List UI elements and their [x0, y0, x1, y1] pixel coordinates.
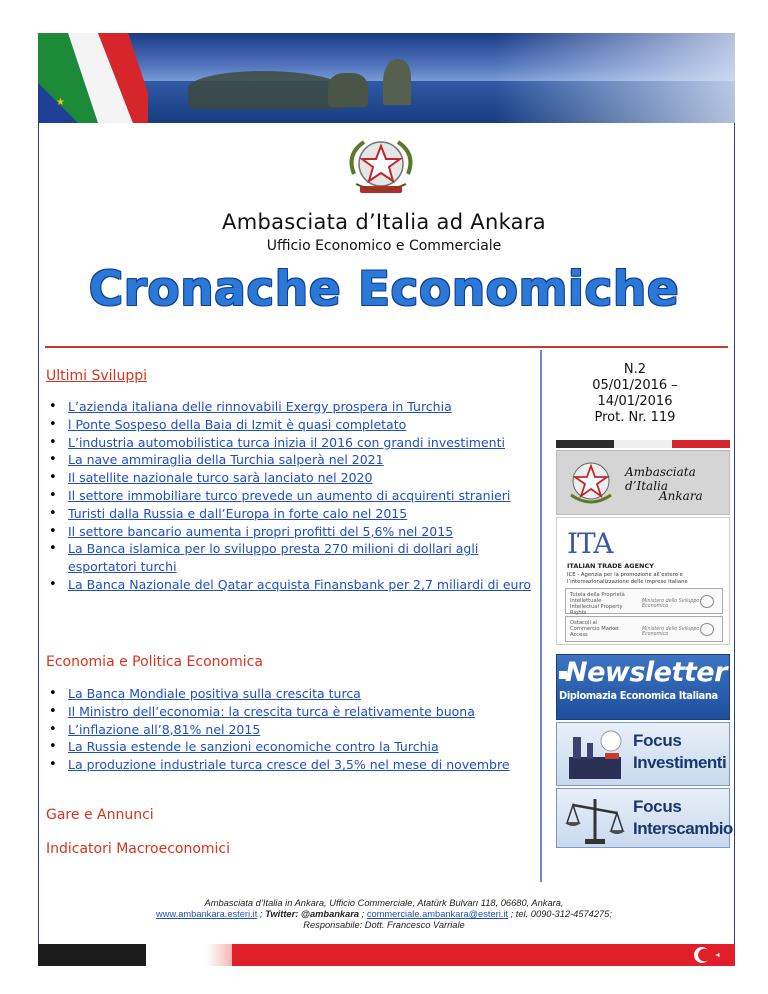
list-item [46, 398, 538, 416]
svg-text:★: ★ [56, 97, 65, 108]
market-access-link[interactable]: Ostacoli al Commercio Market Access Ministero dello Sviluppo Economico [565, 616, 723, 642]
list-item [46, 469, 538, 487]
newsletter-subtitle: Diplomazia Economica Italiana [559, 689, 718, 702]
italy-eu-flag-icon [38, 33, 148, 123]
italian-republic-emblem-icon [336, 134, 426, 200]
issue-date-start: 05/01/2016 – [592, 378, 678, 393]
news-link[interactable]: La nave ammiraglia della Turchia salperà nel 2021 [68, 452, 384, 468]
ministry-emblem-icon [700, 595, 714, 608]
news-link[interactable]: L’azienda italiana delle rinnovabili Exergy prospera in Turchia [68, 399, 452, 414]
ita-agency-name: ITALIAN TRADE AGENCY [567, 562, 654, 570]
economia-list [46, 685, 538, 774]
news-link[interactable]: Il settore bancario aumenta i propri profitti del 5,6% nel 2015 [68, 523, 454, 539]
banner-rock [383, 59, 411, 105]
newsletter-link[interactable] [556, 654, 730, 720]
twitter-handle[interactable]: Twitter: @ambankara [265, 909, 360, 919]
website-link[interactable]: www.ambankara.esteri.it [156, 909, 258, 919]
list-item [46, 685, 538, 703]
footer-address: Ambasciata d’Italia in Ankara, Ufficio Commerciale, Atatürk Bulvarı 118, 06680, Ankara, [204, 898, 564, 908]
ita-agency-link[interactable] [556, 517, 730, 645]
header-divider [45, 346, 728, 348]
list-item [46, 576, 538, 594]
publication-title: Cronache Economiche [88, 262, 680, 317]
ambasciata-line1: Ambasciata d’Italia [625, 465, 696, 493]
ministry-emblem-icon [700, 623, 714, 636]
news-link[interactable]: Il satellite nazionale turco sarà lanciato nel 2020 [68, 470, 373, 486]
column-divider [540, 350, 542, 882]
office-subtitle: Ufficio Economico e Commerciale [266, 238, 502, 254]
issue-info [550, 362, 720, 426]
footer-contacts: www.ambankara.esteri.it ; Twitter: @ambankara ; commerciale.ambankara@esteri.it ; tel. 0090-312-4574275; [156, 909, 612, 919]
section-heading-ultimi-sviluppi: Ultimi Sviluppi [46, 368, 147, 384]
ipr-link[interactable]: Tutela della Proprietà Intellettuale Intellectual Property Rights Ministero dello Sviluppo Economico [565, 588, 723, 614]
bottom-flag-strip [38, 944, 735, 966]
ultimi-sviluppi-list [46, 398, 538, 594]
focus-interscambio-link[interactable] [556, 788, 733, 848]
focus-interscambio-label-2: Interscambio [633, 819, 733, 838]
list-item [46, 487, 538, 505]
news-link[interactable]: l Ponte Sospeso della Baia di Izmit è quasi completato [68, 416, 407, 432]
news-link[interactable]: La Russia estende le sanzioni economiche contro la Turchia [68, 739, 439, 755]
banner-haze [495, 33, 735, 123]
footer-responsible: Responsabile: Dott. Francesco Varriale [303, 920, 465, 930]
email-link[interactable]: commerciale.ambankara@esteri.it [366, 909, 509, 919]
news-link[interactable]: L’inflazione all’8,81% nel 2015 [68, 721, 261, 737]
list-item [46, 416, 538, 434]
section-heading-gare: Gare e Annunci [46, 807, 154, 823]
list-item [46, 451, 538, 469]
list-item [46, 721, 538, 739]
focus-investimenti-link[interactable] [556, 722, 730, 786]
ambasciata-line2: Ankara [659, 489, 703, 503]
ita-agency-description: ICE - Agenzia per la promozione all’estero e l’internazionalizzazione delle imprese italiane [567, 572, 688, 585]
section-heading-economia: Economia e Politica Economica [46, 654, 263, 670]
balance-scale-icon [565, 793, 625, 847]
italian-republic-emblem-icon [563, 455, 619, 511]
list-item [46, 540, 538, 576]
banner-rock [328, 73, 368, 107]
factory-icon [565, 727, 625, 781]
newsletter-title: Newsletter [565, 657, 727, 688]
news-link[interactable]: La produzione industriale turca cresce del 3,5% nel mese di novembre [68, 757, 510, 773]
header-banner-image [38, 33, 735, 123]
ambasciata-banner-link[interactable] [556, 450, 730, 515]
list-item [46, 703, 538, 721]
turkish-crescent-star-icon [688, 945, 728, 965]
focus-investimenti-label-1: Focus [633, 731, 682, 750]
footer-tel: ; tel. 0090-312-4574275; [510, 909, 612, 919]
section-heading-indicatori: Indicatori Macroeconomici [46, 841, 231, 857]
news-link[interactable]: La Banca Nazionale del Qatar acquista Finansbank per 2,7 miliardi di euro [68, 576, 531, 592]
list-item [46, 434, 538, 452]
news-link[interactable]: La Banca Mondiale positiva sulla crescita turca [68, 686, 361, 701]
news-link[interactable]: Turisti dalla Russia e dall’Europa in forte calo nel 2015 [68, 505, 408, 521]
list-item [46, 523, 538, 541]
news-link[interactable]: Il settore immobiliare turco prevede un aumento di acquirenti stranieri [68, 487, 511, 503]
list-item [46, 756, 538, 774]
list-item [46, 505, 538, 523]
issue-protocol: Prot. Nr. 119 [594, 410, 676, 425]
ita-logo: ITA [567, 527, 613, 560]
focus-interscambio-label-1: Focus [633, 797, 682, 816]
issue-number: N.2 [623, 362, 647, 377]
focus-investimenti-label-2: Investimenti [633, 753, 727, 772]
news-link[interactable]: Il Ministro dell’economia: la crescita turca è relativamente buona [68, 703, 475, 719]
sidebar-flag-strip [556, 440, 730, 448]
banner-island [188, 71, 348, 109]
news-link[interactable]: L’industria automobilistica turca inizia il 2016 con grandi investimenti [68, 434, 505, 450]
embassy-title: Ambasciata d’Italia ad Ankara [222, 210, 546, 234]
list-item [46, 738, 538, 756]
news-link[interactable]: La Banca islamica per lo sviluppo presta 270 milioni di dollari agli esportatori turchi [68, 541, 479, 575]
issue-date-end: 14/01/2016 [597, 394, 673, 409]
